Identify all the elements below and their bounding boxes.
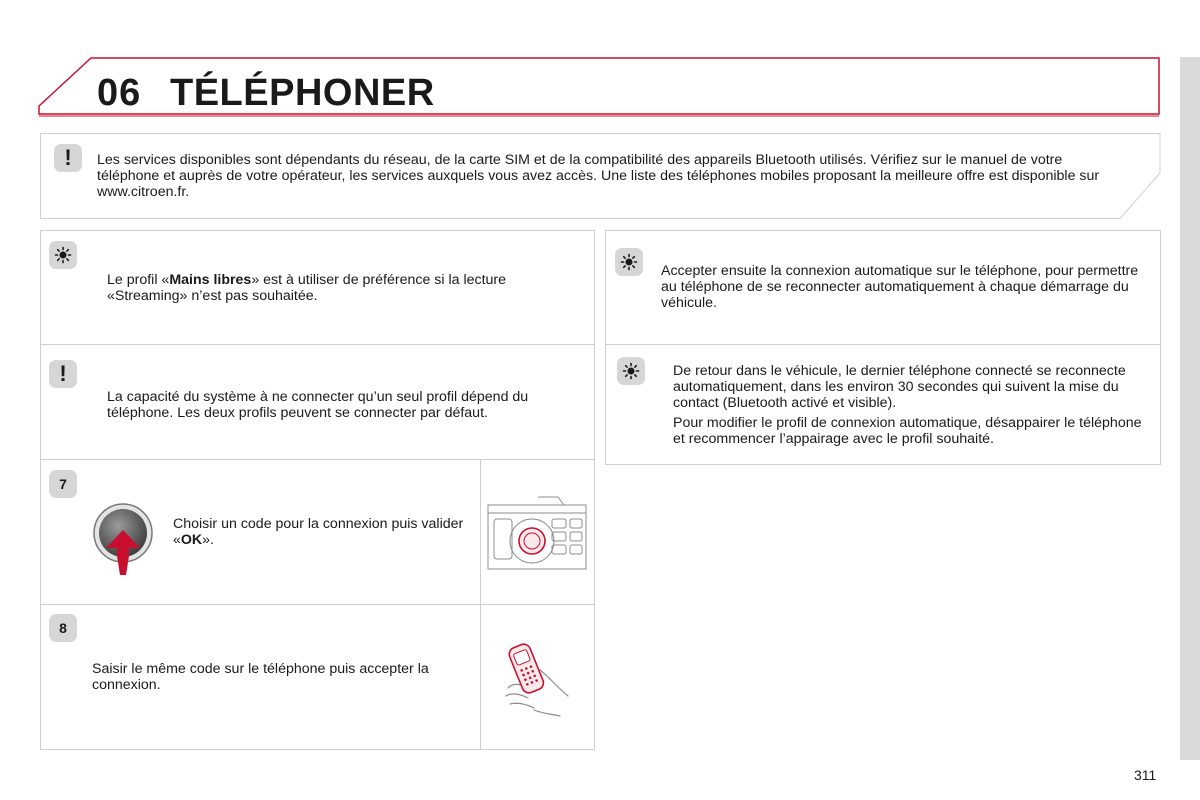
step-8-badge: 8 [49,614,77,642]
warning-icon: ! [54,144,82,172]
tip-mains-libres-text: Le profil «Mains libres» est à utiliser de préférence si la lecture «Streaming» n’est pas souhaitée. [107,272,507,304]
lightbulb-tip-icon [49,241,77,269]
tip-return-paragraph-2: Pour modifier le profil de connexion automatique, désappairer le téléphone et recommencer l’appairage avec le profil souhaité. [673,415,1142,447]
chapter-number: 06 [97,72,142,114]
chapter-title: TÉLÉPHONER [170,72,435,114]
step-7-badge: 7 [49,470,77,498]
tip-return-paragraph-1: De retour dans le véhicule, le dernier téléphone connecté se reconnecte automatiquement, dans les environ 30 secondes qui suivent la mise du contact (Bluetooth activé et visible). [673,363,1126,411]
page-edge-strip [1180,57,1200,760]
warning-icon: ! [49,360,77,388]
control-panel-illustration [486,495,590,577]
rotary-knob-press-icon [90,500,160,578]
step-8-text: Saisir le même code sur le téléphone puis accepter la connexion. [92,661,429,693]
tip-accept-text: Accepter ensuite la connexion automatique sur le téléphone, pour permettre au téléphone de se reconnecter automatiquement à chaque démarrage du véhicule. [661,263,1139,311]
step-7-text: Choisir un code pour la connexion puis valider «OK». [173,516,464,548]
warning-profile-text: La capacité du système à ne connecter qu’un seul profil dépend du téléphone. Les deux profils peuvent se connecter par défaut. [107,389,529,421]
page-number: 311 [1134,767,1157,783]
lightbulb-tip-icon [617,357,645,385]
warning-top-text: Les services disponibles sont dépendants du réseau, de la carte SIM et de la compatibilité des appareils Bluetooth utilisés. Vérifiez sur le manuel de votre téléphone et auprès de votre opérateur, les services auxquels vous avez accès. Une liste des téléphones mobiles proposant la meilleure offre est disponible sur www.citroen.fr. [97,152,1100,200]
tip-return-text [673,363,1143,447]
lightbulb-tip-icon [615,248,643,276]
hand-holding-phone-icon [500,632,580,722]
